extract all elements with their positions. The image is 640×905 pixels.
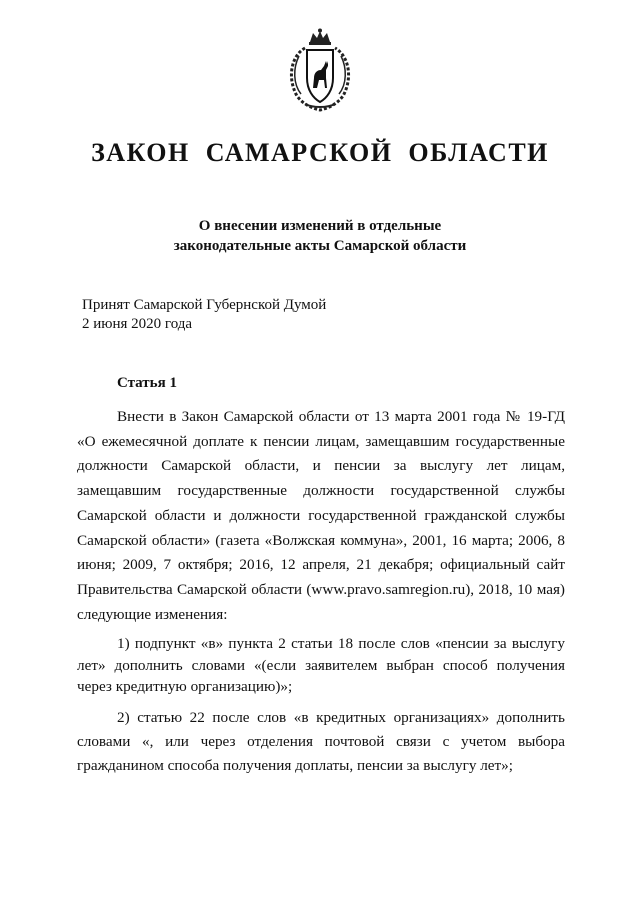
law-title: ЗАКОН САМАРСКОЙ ОБЛАСТИ xyxy=(91,138,549,167)
article-intro: Внести в Закон Самарской области от 13 марта 2001 года № 19-ГД «О ежемесячной доплате к пенсии лицам, замещавшим государственные должности Самарской области, и пенсии за выслугу лет лицам, замещавшим государственные должности государственной службы Самарской области и должности государственной гражданской службы Самарской области» (газета «Волжская коммуна», 2001, 16 марта; 2006, 8 июня; 2009, 7 октября; 2016, 12 апреля, 21 декабря; официальный сайт Правительства Самарской области (www.pravo.samregion.ru), 2018, 10 мая) следующие изменения: xyxy=(77,408,565,623)
article-body xyxy=(77,405,565,778)
subtitle-line: законодательные акты Самарской области xyxy=(173,238,467,254)
adoption-info xyxy=(82,296,326,334)
adoption-date: 2 июня 2020 года xyxy=(82,316,193,332)
article-heading: Статья 1 xyxy=(117,375,177,391)
adopted-by: Принят Самарской Губернской Думой xyxy=(82,297,327,313)
law-subtitle xyxy=(0,216,640,256)
amendment-item: 2) статью 22 после слов «в кредитных организациях» дополнить словами «, или через отделения почтовой связи с учетом выбора гражданином способа получения доплаты, пенсии за выслугу лет»; xyxy=(77,708,565,774)
amendment-item: 1) подпункт «в» пункта 2 статьи 18 после слов «пенсии за выслугу лет» дополнить словами «(если заявителем выбран способ получения через кредитную организацию)»; xyxy=(77,635,565,696)
subtitle-line: О внесении изменений в отдельные xyxy=(198,218,442,234)
samara-coat-of-arms-icon xyxy=(283,28,357,112)
